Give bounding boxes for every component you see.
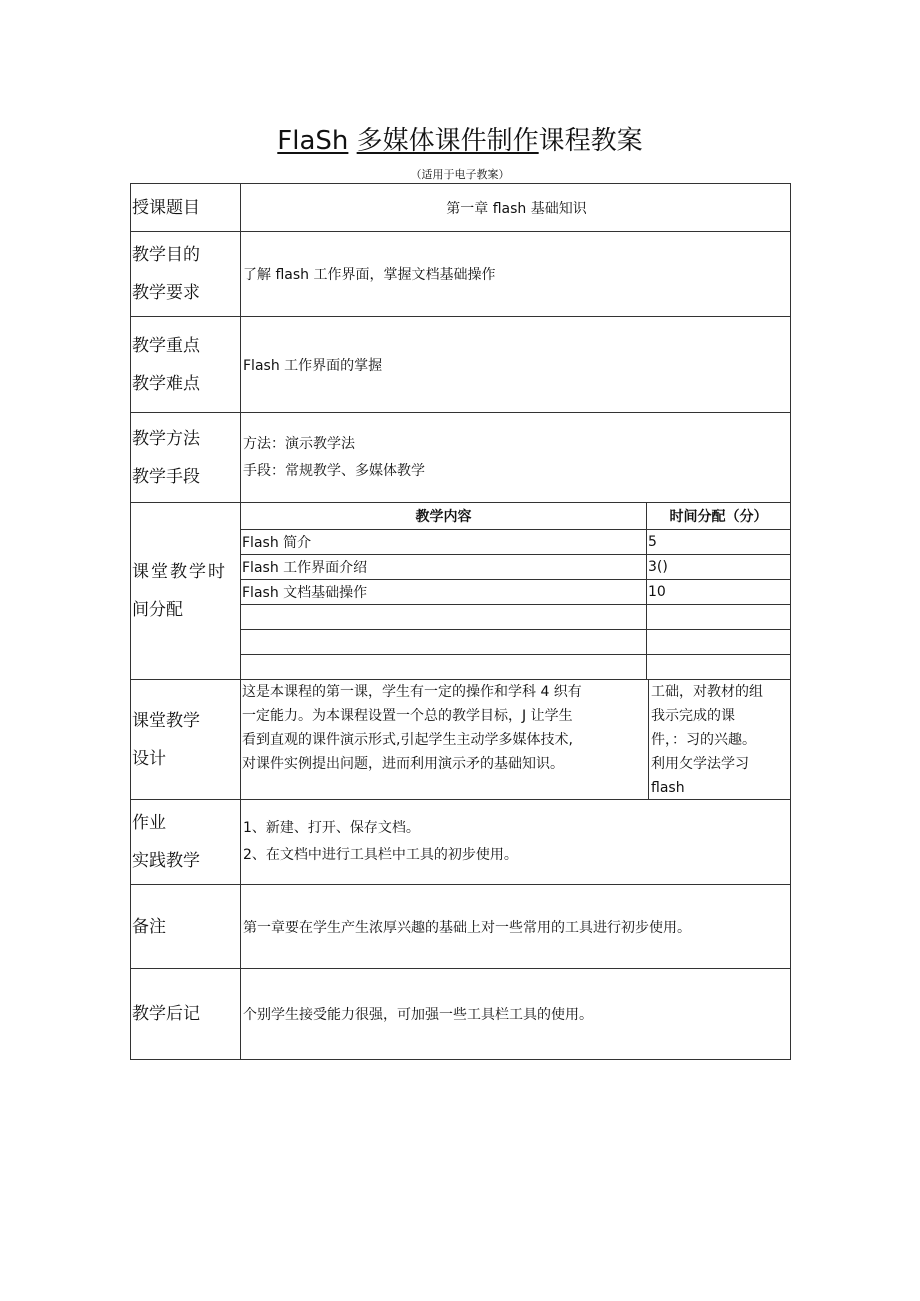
title-part-3: 课程教案 [538, 126, 643, 156]
design-right-line: 我示完成的课 [651, 708, 735, 724]
time-label-1: 课堂教学时 [132, 562, 227, 582]
design-left-text [241, 680, 648, 799]
key-label [131, 317, 241, 413]
design-right-line: 工础，对教材的组 [651, 684, 763, 700]
design-label [131, 680, 241, 800]
method-line-2: 手段：常规教学、多媒体教学 [243, 462, 425, 479]
lesson-plan-table [130, 183, 791, 1060]
time-row-content: Flash 文档基础操作 [241, 580, 647, 605]
topic-value: 第一章 flash 基础知识 [241, 184, 791, 232]
homework-label [131, 800, 241, 885]
homework-label-1: 作业 [132, 813, 166, 833]
row-afterword [131, 969, 791, 1060]
design-left-line: 一定能力。为本课程设置一个总的教学目标，J 让学生 [242, 708, 573, 724]
homework-line-1: 1、新建、打开、保存文档。 [243, 820, 420, 836]
method-label-2: 教学手段 [132, 466, 200, 487]
time-header-minutes: 时间分配（分） [647, 503, 791, 530]
time-row-empty [241, 630, 790, 655]
design-right-text [648, 680, 790, 799]
row-key [131, 317, 791, 413]
time-row-empty [241, 655, 790, 680]
goal-label-1: 教学目的 [132, 245, 200, 265]
document-subtitle: （适用于电子教案） [410, 168, 510, 181]
design-right-line: 件，：习的兴趣。 [651, 732, 756, 748]
note-value: 第一章要在学生产生浓厚兴趣的基础上对一些常用的工具进行初步使用。 [241, 885, 791, 969]
row-method [131, 413, 791, 503]
design-value [241, 680, 791, 800]
design-right-line: 利用攵学法学习 [651, 756, 749, 772]
time-row [241, 530, 790, 555]
homework-label-2: 实践教学 [132, 851, 200, 871]
method-label [131, 413, 241, 503]
design-left-line: 对课件实例提出问题，进而利用演示矛的基础知识。 [242, 756, 564, 772]
time-row [241, 580, 790, 605]
goal-label [131, 232, 241, 317]
time-row-content: Flash 工作界面介绍 [241, 555, 647, 580]
design-label-1: 课堂教学 [132, 710, 200, 731]
time-row-empty [241, 605, 790, 630]
key-label-2: 教学难点 [132, 373, 200, 394]
goal-value: 了解 flash 工作界面，掌握文档基础操作 [241, 232, 791, 317]
document-title [0, 120, 920, 157]
title-part-2: 多媒体课件制作 [356, 126, 539, 156]
time-table-cell [241, 503, 791, 680]
time-header-row [241, 503, 790, 530]
row-homework [131, 800, 791, 885]
time-header-content: 教学内容 [241, 503, 647, 530]
row-note [131, 885, 791, 969]
time-row-minutes: 3() [647, 555, 791, 580]
topic-label: 授课题目 [131, 184, 241, 232]
row-goal [131, 232, 791, 317]
time-label [131, 503, 241, 680]
design-label-2: 设计 [132, 748, 166, 769]
key-label-1: 教学重点 [132, 335, 200, 356]
row-topic [131, 184, 791, 232]
design-right-line: flash [651, 780, 685, 796]
method-label-1: 教学方法 [132, 428, 200, 449]
design-left-line: 这是本课程的第一课，学生有一定的操作和学科 4 织有 [242, 684, 582, 700]
row-design [131, 680, 791, 800]
time-label-2: 间分配 [132, 600, 183, 620]
design-left-line: 看到直观的课件演示形式,引起学生主动学多媒体技术, [242, 732, 573, 748]
key-value: Flash 工作界面的掌握 [241, 317, 791, 413]
row-time [131, 503, 791, 680]
homework-value [241, 800, 791, 885]
homework-line-2: 2、在文档中进行工具栏中工具的初步使用。 [243, 847, 518, 863]
method-value [241, 413, 791, 503]
note-label: 备注 [131, 885, 241, 969]
time-table [241, 503, 790, 679]
method-line-1: 方法：演示教学法 [243, 435, 355, 452]
afterword-label: 教学后记 [131, 969, 241, 1060]
afterword-value: 个别学生接受能力很强，可加强一些工具栏工具的使用。 [241, 969, 791, 1060]
goal-label-2: 教学要求 [132, 283, 200, 303]
time-row-minutes: 10 [647, 580, 791, 605]
time-row-minutes: 5 [647, 530, 791, 555]
time-row [241, 555, 790, 580]
time-row-content: Flash 简介 [241, 530, 647, 555]
title-part-1: FlaSh [277, 126, 349, 156]
